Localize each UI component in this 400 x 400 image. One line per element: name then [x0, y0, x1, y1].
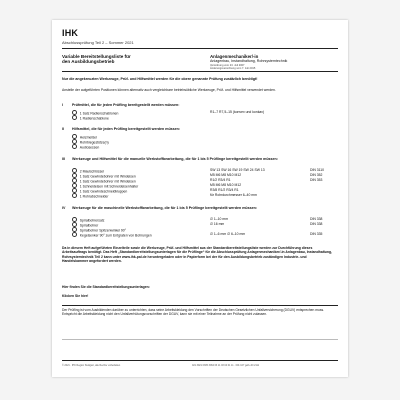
title-divider	[62, 71, 338, 72]
document-title-line1: Variable Bereitstellungsliste für	[62, 54, 131, 59]
item-standard: DIN 335	[310, 232, 323, 236]
intro-alternative-text: Anstelle der aufgeführten Positionen können alternativ auch vergleichbare betriebsübliche Werkzeuge, Prüf- und Hilfsmittel verwendet werden.	[62, 88, 276, 92]
closing-paragraph: Da in diesem Heft aufgeführten Einzelteile sowie die Werkzeuge, Prüf- und Hilfsmittel aus der Standardbereitstellungsliste werden zur Durchführung dieses Arbeitsauftrags benötigt. Das Heft „Standardbereitstellungsunterlagen für die Prüflinge“ für die Abschlussprüfung Anlagenmechaniker/-in Anlagenbau, Instandhaltung, Rohrsystemtechnik Teil 2 kann unter www.ihk-pal.de heruntergeladen oder in Papierform bei der für den Ausbildungsbetrieb zuständigen Industrie- und Handelskammer angefordert werden.	[62, 246, 332, 263]
item-label: 1 Satz Gewindebohrer mit Windeisen	[79, 174, 136, 179]
header-divider	[62, 48, 338, 49]
item-standard: DIN 338	[310, 222, 323, 226]
item-label: Audiosessen	[79, 145, 100, 150]
ihk-logo: IHK	[62, 28, 79, 38]
section-title: Hilfsmittel, die für jeden Prüfling bereitgestellt werden müssen:	[72, 127, 181, 131]
item-spec: SW 13 SW 16 SW 19 SW 24 SW 13	[210, 168, 265, 172]
occupation-name: Anlagenmechaniker/-in	[210, 54, 259, 59]
item-standard: DIN 352	[310, 173, 323, 177]
item-label: Spiralbohrersatz	[79, 218, 105, 223]
section-number: I	[62, 103, 63, 107]
item-label: Spiralbohrer	[79, 223, 99, 228]
item-label: Heizmeißel	[79, 135, 97, 140]
clothing-notice: Der Prüfling ist vom Ausbildenden darüber zu unterrichten, dass seine Arbeitskleidung den Vorschriften der Deutschen Gesetzlichen Unfallversicherung (DGUV) entsprechen muss. Entspricht die Arbeitskleidung nicht den Unfallverhütungsvorschriften der DGUV, kann sie mit einer Teilnahme an der Prüfung nicht zulassen.	[62, 308, 325, 317]
download-link[interactable]: Klicken Sie hier!	[62, 294, 89, 298]
section-number: II	[62, 127, 64, 131]
list-item	[72, 193, 108, 199]
item-spec: ∅ 1–10 mm	[210, 217, 229, 221]
item-spec: für Rohrdurchmesser 6–40 mm	[210, 193, 257, 197]
fine-print	[62, 339, 338, 342]
item-label: 1 Satz Gewindeschneidkluppen	[79, 189, 128, 194]
item-spec: M5 M6 M8 M10 M12	[210, 183, 242, 187]
item-label: Spiralbohrer Spitzenwinkel 90°	[79, 228, 127, 233]
section-i-heading	[62, 103, 332, 107]
document-page	[52, 20, 348, 377]
item-standard: DIN 353	[310, 178, 323, 182]
section-title: Prüfmittel, die für jeden Prüfling bereitgestellt werden müssen:	[72, 103, 180, 107]
section-iii-heading	[62, 157, 332, 161]
item-spec: R1–7 R7,5–15 (konvex und konkav)	[210, 110, 265, 114]
checkbox[interactable]	[72, 144, 77, 149]
section-number: III	[62, 157, 65, 161]
section-number: IV	[62, 206, 66, 210]
occupation-field: Anlagenbau, Instandhaltung, Rohrsystemtechnik	[210, 59, 288, 63]
document-title-line2: den Ausbildungsbetrieb	[62, 59, 115, 65]
list-item	[72, 115, 109, 121]
regulation-ref: Verordnung vom 23. Juli 2007	[210, 63, 245, 67]
item-label: 1 Radienschablone	[79, 116, 109, 121]
checkbox[interactable]	[72, 193, 77, 198]
amendment-ref: Änderungsverordnung vom 7. Juli 2015	[210, 66, 256, 70]
section-ii-heading	[62, 127, 332, 131]
item-label: 2 Maulschlüssel	[79, 169, 104, 174]
section-title: Werkzeuge für die maschinelle Werkstoffbearbeitung, die für 1 bis 5 Prüflinge bereitgestellt werden müssen:	[72, 206, 257, 210]
list-item	[72, 144, 99, 150]
item-label: 1 Satz Radienschablonen	[79, 111, 119, 116]
item-label: Rohrbiegestütze(n)	[79, 140, 109, 145]
footer-code: 021 3921 0305 3064 03 11 03 04 01 11 · 001 107 gelb–00 2111	[192, 364, 260, 367]
exam-subtitle: Abschlussprüfung Teil 2 – Sommer 2021	[62, 40, 134, 45]
document-title	[62, 54, 131, 65]
closing-line: Hier finden Sie die Standardbereitstellungsunterlagen:	[62, 285, 150, 289]
checkbox[interactable]	[72, 232, 77, 237]
intro-text: Nur die angekreuzten Werkzeuge, Prüf- und Hilfsmittel werden für die obere genannte Prüfung zusätzlich benötigt!	[62, 77, 258, 81]
item-spec: ∅ 16 mm	[210, 222, 225, 226]
item-label: 1 Satz Gewindebohrer mit Windeisen	[79, 179, 136, 184]
section-iv-heading	[62, 206, 332, 210]
item-label: 1 Rohrabschneider	[79, 194, 109, 199]
item-standard: DIN 3110	[310, 168, 325, 172]
section-title: Werkzeuge und Hilfsmittel für die manuelle Werkstoffbearbeitung, die für 1 bis 5 Prüflinge bereitgestellt werden müssen:	[72, 157, 278, 161]
fine-print-divider	[62, 339, 338, 340]
footer-copyright: © 2021 · IHK Region Stuttgart, alle Rechte vorbehalten	[62, 364, 121, 367]
footer-divider	[62, 360, 338, 361]
item-label: Kegelsenker 90° zum Entgraten von Bohrungen	[79, 233, 152, 238]
item-spec: R3/8 R1/2 R3/4 R1	[210, 188, 239, 192]
item-spec: R1/2 R3/4 R1	[210, 178, 231, 182]
checkbox[interactable]	[72, 115, 77, 120]
list-item	[72, 232, 152, 238]
item-label: 1 Schneideisen mit Schneideisenhalter	[79, 184, 139, 189]
item-standard: DIN 338	[310, 217, 323, 221]
item-spec: M5 M6 M8 M10 M12	[210, 173, 242, 177]
item-spec: ∅ 1–6 mm ∅ 6–10 mm	[210, 232, 246, 236]
